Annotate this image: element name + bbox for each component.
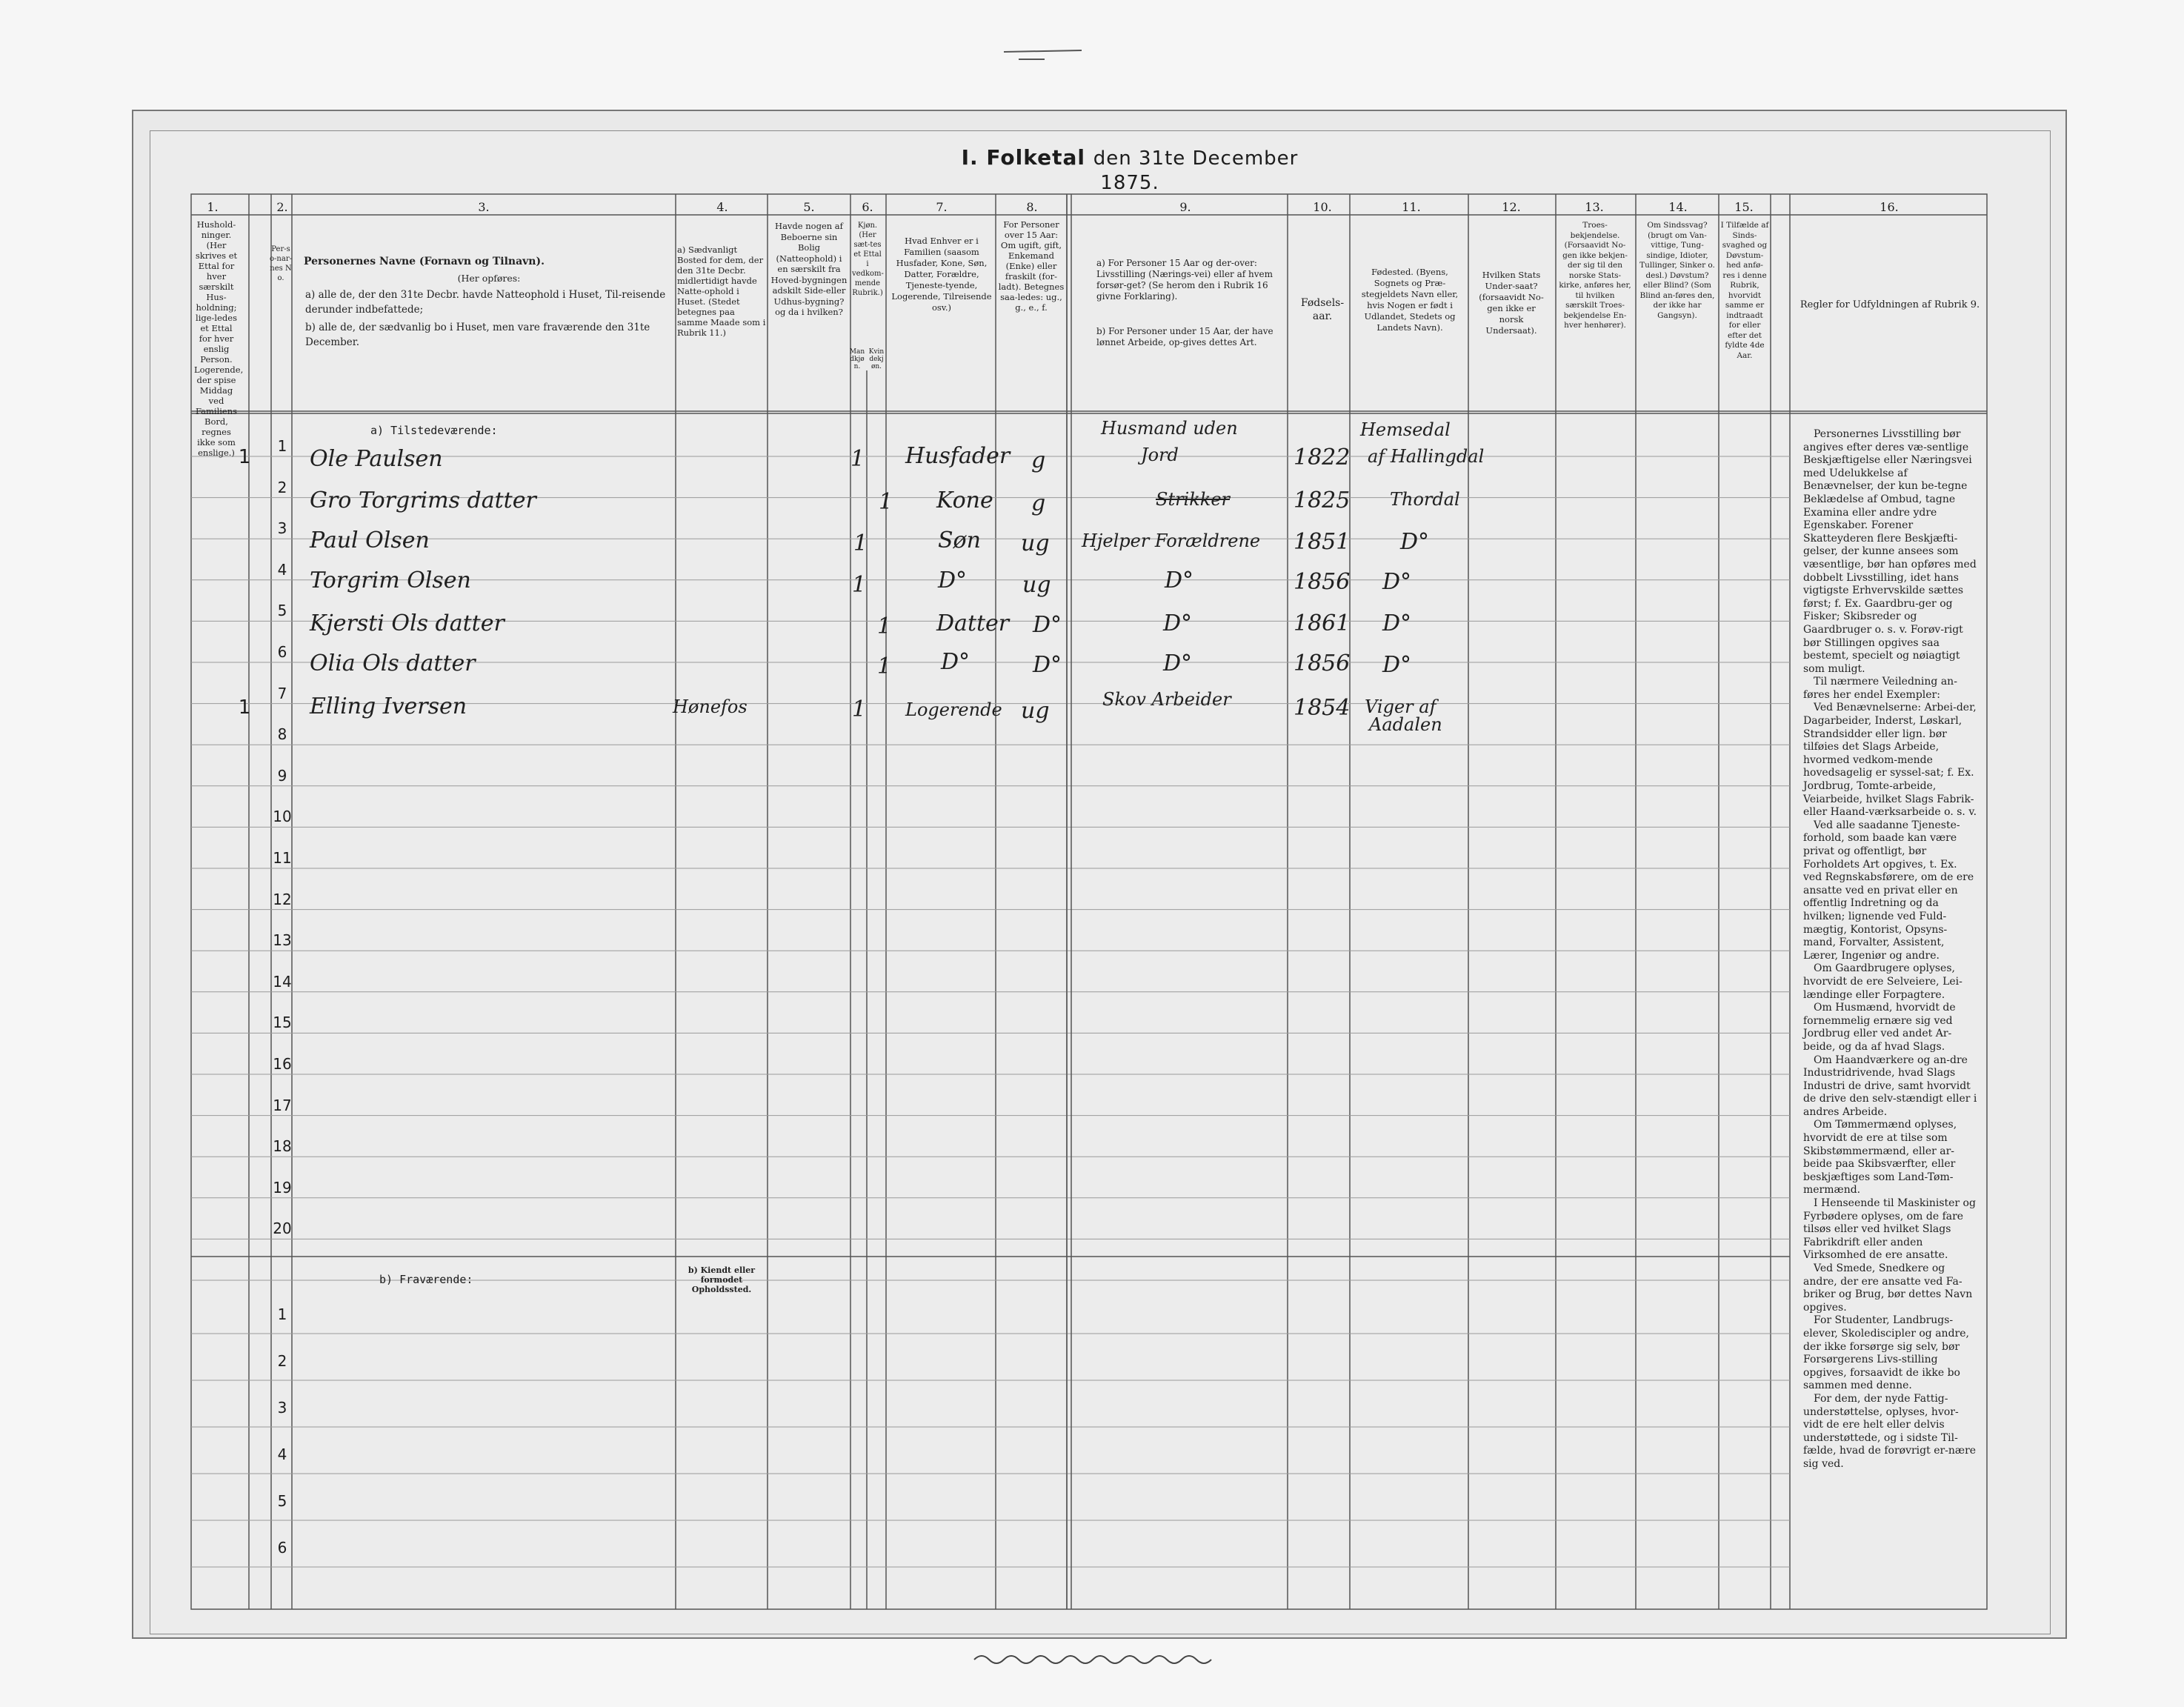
rules-paragraph: For dem, der nyde Fattig-understøttelse, oplyses, hvor-vidt de ere helt eller delvis understøttede, og i sidste Til-fælde, hvad de forøvrigt er-nære sig ved. bbox=[1803, 1392, 1977, 1470]
family-role: Kone bbox=[936, 488, 993, 513]
row-number: 8 bbox=[277, 725, 287, 744]
household-mark: 1 bbox=[238, 446, 251, 468]
sex-mark-female: 1 bbox=[879, 489, 893, 515]
civil-status: g bbox=[1031, 447, 1046, 473]
header-disability: Om Sindssvag? (brugt om Van-vittige, Tung-sindige, Idioter, Tullinger, Sinker o. desl.) Døvstum? eller Blind? (Som Blind an-føres den, der ikke har Gangsyn). bbox=[1639, 221, 1715, 320]
header-names-b: b) alle de, der sædvanlig bo i Huset, men vare fraværende den 31te December. bbox=[305, 322, 650, 348]
section-absent-col4: b) Kiendt eller formodet Opholdssted. bbox=[688, 1265, 756, 1294]
occupation: D° bbox=[1163, 610, 1193, 636]
col-number-16: 16. bbox=[1880, 200, 1899, 214]
header-sex: Kjøn. (Her sæt-tes et Ettal i vedkom-mende Rubrik.) bbox=[852, 222, 884, 297]
family-role: D° bbox=[938, 568, 968, 593]
header-names-a: a) alle de, der den 31te Decbr. havde Natteophold i Huset, Til-reisende derunder indbefattede; bbox=[305, 289, 666, 316]
col-number-13: 13. bbox=[1585, 200, 1604, 214]
civil-status: g bbox=[1031, 490, 1046, 516]
col-number-8: 8. bbox=[1026, 200, 1038, 214]
civil-status: ug bbox=[1022, 572, 1051, 598]
row-number: 4 bbox=[277, 560, 287, 579]
person-name: Paul Olsen bbox=[310, 528, 430, 553]
col-number-6: 6. bbox=[862, 200, 873, 214]
family-role: Søn bbox=[938, 528, 981, 553]
row-number: 4 bbox=[277, 1445, 287, 1463]
birthplace: Aadalen bbox=[1369, 714, 1442, 735]
birth-year: 1854 bbox=[1294, 695, 1351, 721]
rubrik-9-rules bbox=[1803, 428, 1978, 1471]
rules-paragraph: Om Husmænd, hvorvidt de fornemmelig ernære sig ved Jordbrug eller ved andet Ar-beide, og da af hvad Slags. bbox=[1803, 1002, 1956, 1053]
col-number-10: 10. bbox=[1313, 200, 1332, 214]
birthplace: Hemsedal bbox=[1360, 419, 1451, 440]
row-number: 14 bbox=[273, 972, 292, 991]
header-religion: Troes-bekjendelse. (Forsaavidt No-gen ikke bekjen-der sig til den norske Stats-kirke, anføres her, til hvilken særskilt Troes-bekjendelse En-hver henhører). bbox=[1559, 221, 1631, 330]
family-role: D° bbox=[941, 649, 971, 675]
rules-paragraph: Ved Benævnelserne: Arbei-der, Dagarbeider, Inderst, Løskarl, Strandsidder eller lign. bør tilføies det Slags Arbeide, hvormed vedkom-mende hovedsagelig er syssel-sat; f. Ex. Jordbrug, Tomte-arbeide, Veiarbeide, hvilket Slags Fabrik- eller Haand-værksarbeide o. s. v. bbox=[1803, 702, 1977, 819]
row-number: 1 bbox=[277, 1305, 287, 1323]
header-occupation-a: a) For Personer 15 Aar og der-over: Livsstilling (Nærings-vei) eller af hvem forsør-get? (Se herom den i Rubrik 16 givne Forklaring). bbox=[1096, 258, 1274, 302]
header-civil-status: For Personer over 15 Aar: Om ugift, gift, Enkemand (Enke) eller fraskilt (for-ladt). Betegnes saa-ledes: ug., g., e., f. bbox=[998, 219, 1065, 313]
row-number: 17 bbox=[273, 1096, 292, 1114]
header-occupation-b: b) For Personer under 15 Aar, der have lønnet Arbeide, op-gives dettes Art. bbox=[1096, 326, 1274, 347]
birth-year: 1856 bbox=[1294, 569, 1351, 595]
civil-status: D° bbox=[1033, 652, 1062, 678]
sex-mark-female: 1 bbox=[877, 613, 892, 639]
birth-year: 1822 bbox=[1294, 445, 1351, 470]
sex-mark-male: 1 bbox=[852, 696, 867, 722]
header-names-title: Personernes Navne (Fornavn og Tilnavn). bbox=[304, 256, 545, 267]
person-name: Gro Torgrims datter bbox=[310, 488, 536, 513]
birth-year: 1861 bbox=[1294, 610, 1351, 636]
header-onset: I Tilfælde af Sinds-svaghed og Døvstum-hed anfø-res i denne Rubrik, hvorvidt samme er indtraadt for eller efter det fyldte 4de Aar. bbox=[1720, 221, 1769, 360]
row-number: 18 bbox=[273, 1137, 292, 1156]
occupation: Skov Arbeider bbox=[1102, 689, 1231, 710]
birth-year: 1825 bbox=[1294, 488, 1351, 513]
row-number: 11 bbox=[273, 849, 292, 867]
col-number-14: 14. bbox=[1668, 200, 1688, 214]
rules-paragraph: Personernes Livsstilling bør angives efter deres væ-sentlige Beskjæftigelse eller Næringsvei med Udelukkelse af Benævnelser, der kun be-tegne Beklædelse af Ombud, tagne Examina eller andre ydre Egenskaber. Forener Skatteyderen flere Beskjæfti-gelser, der kunne ansees som væsentlige, bør han opføres med dobbelt Livsstilling, idet hans vigtigste Erhvervskilde sættes først; f. Ex. Gaardbru-ger og Fisker; Skibsreder og Gaardbruger o. s. v. Forøv-rigt bør Stillingen opgives saa bestemt, specielt og nøiagtigt som muligt. bbox=[1803, 428, 1977, 675]
occupation: Hjelper Forældrene bbox=[1082, 530, 1261, 551]
birth-year: 1851 bbox=[1294, 529, 1351, 555]
header-names-sub: (Her opføres: bbox=[457, 273, 521, 284]
row-number: 7 bbox=[277, 684, 287, 702]
col-number-11: 11. bbox=[1402, 200, 1421, 214]
birthplace: D° bbox=[1382, 652, 1412, 678]
col-number-2: 2. bbox=[276, 200, 288, 214]
person-name: Elling Iversen bbox=[310, 693, 467, 719]
rules-paragraph: Om Haandværkere og an-dre Industridrivende, hvad Slags Industri de drive, samt hvorvidt de drive den selv-stændigt eller i andres Arbeide. bbox=[1803, 1054, 1977, 1118]
row-number: 2 bbox=[277, 1352, 287, 1370]
row-number: 20 bbox=[273, 1219, 292, 1238]
family-role: Datter bbox=[936, 610, 1010, 636]
occupation: D° bbox=[1163, 650, 1193, 676]
row-number: 6 bbox=[277, 643, 287, 661]
section-absent-label: b) Fraværende: bbox=[379, 1273, 473, 1286]
person-name: Kjersti Ols datter bbox=[310, 610, 505, 636]
row-number: 1 bbox=[277, 437, 287, 455]
header-outbuilding: Havde nogen af Beboerne sin Bolig (Natteophold) i en særskilt fra Hoved-bygningen adskilt Side-eller Udhus-bygning? og da i hvilken? bbox=[770, 221, 848, 317]
header-person-no: Per-so-nar-nes No. bbox=[270, 245, 292, 282]
row-number: 5 bbox=[277, 602, 287, 620]
header-birthplace: Fødested. (Byens, Sognets og Præ-stegjeldets Navn eller, hvis Nogen er født i Udlandet, Stedets og Landets Navn). bbox=[1361, 267, 1459, 333]
rules-paragraph: Ved alle saadanne Tjeneste-forhold, som baade kan være privat og offentligt, bør Forholdets Art opgives, t. Ex. ved Regnskabsførere, om de ere ansatte ved en privat eller en offentlig Indretning og da hvilken; lignende ved Fuld-mægtig, Kontorist, Opsyns-mand, Forvalter, Assistent, Lærer, Ingeniør og andre. bbox=[1803, 819, 1974, 962]
person-name: Olia Ols datter bbox=[310, 650, 476, 676]
col-number-7: 7. bbox=[936, 200, 948, 214]
sex-mark-male: 1 bbox=[852, 572, 867, 598]
rules-paragraph: Om Tømmermænd oplyses, hvorvidt de ere at tilse som Skibstømmermænd, eller ar-beide paa Skibsværfter, eller beskjæftiges som Land-Tøm-mermænd. bbox=[1803, 1119, 1957, 1197]
rules-paragraph: For Studenter, Landbrugs-elever, Skolediscipler og andre, der ikke forsørge sig selv, bør Forsørgerens Livs-stilling opgives, forsaavidt de ikke bo sammen med denne. bbox=[1803, 1314, 1969, 1392]
row-number: 10 bbox=[273, 808, 292, 826]
birthplace: D° bbox=[1400, 529, 1430, 555]
col-number-9: 9. bbox=[1179, 200, 1191, 214]
birthplace: Thordal bbox=[1390, 489, 1460, 510]
header-rules: Regler for Udfyldningen af Rubrik 9. bbox=[1800, 299, 1980, 310]
col-number-5: 5. bbox=[803, 200, 815, 214]
birthplace: D° bbox=[1382, 610, 1412, 636]
occupation: Husmand uden bbox=[1101, 418, 1238, 439]
row-number: 15 bbox=[273, 1014, 292, 1032]
rules-paragraph: I Henseende til Maskinister og Fyrbødere oplyses, om de fare tilsøs eller ved hvilket Slags Fabrikdrift eller anden Virksomhed de ere ansatte. bbox=[1803, 1197, 1976, 1262]
civil-status: ug bbox=[1021, 530, 1050, 556]
sex-mark-male: 1 bbox=[850, 446, 865, 472]
row-number: 5 bbox=[277, 1492, 287, 1510]
family-role: Logerende bbox=[905, 699, 1002, 720]
header-sex-male: Mandkjøn. bbox=[849, 348, 865, 370]
family-role: Husfader bbox=[905, 443, 1011, 469]
occupation: Strikker bbox=[1156, 489, 1230, 510]
section-present-label: a) Tilstedeværende: bbox=[370, 424, 498, 437]
birthplace: Viger af bbox=[1365, 696, 1436, 717]
row-number: 9 bbox=[277, 766, 287, 785]
birth-year: 1856 bbox=[1294, 650, 1351, 676]
header-citizenship: Hvilken Stats Under-saat? (forsaavidt No-gen ikke er norsk Undersaat). bbox=[1479, 270, 1544, 336]
col-number-15: 15. bbox=[1734, 200, 1754, 214]
household-mark: 1 bbox=[238, 696, 251, 719]
row-number: 6 bbox=[277, 1539, 287, 1557]
header-households: Hushold-ninger. (Her skrives et Ettal for hver særskilt Hus-holdning; lige-ledes et Ettal for hver enslig Person. Logerende, der spise Middag ved Familiens Bord, regnes ikke som enslige.) bbox=[194, 219, 244, 458]
header-usual-residence: a) Sædvanligt Bosted for dem, der den 31te Decbr. midlertidigt havde Natte-ophold i Huset. (Stedet betegnes paa samme Maade som i Rubrik 11.) bbox=[677, 244, 766, 338]
rules-paragraph: Ved Smede, Snedkere og andre, der ere ansatte ved Fa-briker og Brug, bør dettes Navn opgives. bbox=[1803, 1262, 1973, 1314]
sex-mark-male: 1 bbox=[853, 530, 868, 556]
person-name: Torgrim Olsen bbox=[310, 568, 471, 593]
row-number: 3 bbox=[277, 519, 287, 538]
col-number-4: 4. bbox=[716, 200, 728, 214]
birthplace: D° bbox=[1382, 569, 1412, 595]
row-number: 13 bbox=[273, 931, 292, 950]
form-title-date: den 31te December 1875. bbox=[1093, 147, 1299, 194]
col-number-3: 3. bbox=[478, 200, 490, 214]
row-number: 16 bbox=[273, 1055, 292, 1073]
header-birth-year: Fødsels-aar. bbox=[1300, 297, 1345, 322]
civil-status: D° bbox=[1033, 612, 1062, 638]
occupation: D° bbox=[1165, 568, 1194, 593]
rules-paragraph: Om Gaardbrugere oplyses, hvorvidt de ere Selveiere, Lei-lændinge eller Forpagtere. bbox=[1803, 962, 1962, 1001]
row-number: 19 bbox=[273, 1178, 292, 1197]
form-title-main: I. Folketal bbox=[961, 145, 1085, 170]
header-sex-female: Kvindekjøn. bbox=[868, 348, 885, 370]
row-number: 2 bbox=[277, 478, 287, 496]
col-number-1: 1. bbox=[207, 200, 219, 214]
birthplace: af Hallingdal bbox=[1368, 446, 1485, 467]
person-name: Ole Paulsen bbox=[310, 446, 443, 472]
occupation: Jord bbox=[1141, 445, 1179, 465]
civil-status: ug bbox=[1021, 698, 1050, 724]
row-number: 3 bbox=[277, 1399, 287, 1417]
header-family-role: Hvad Enhver er i Familien (saasom Husfader, Kone, Søn, Datter, Forældre, Tjeneste-tyende, Logerende, Tilreisende osv.) bbox=[891, 236, 992, 313]
rules-paragraph: Til nærmere Veiledning an-føres her endel Exempler: bbox=[1803, 676, 1957, 701]
sex-mark-female: 1 bbox=[877, 653, 892, 679]
usual-residence: Hønefos bbox=[673, 696, 748, 717]
col-number-12: 12. bbox=[1502, 200, 1521, 214]
row-number: 12 bbox=[273, 890, 292, 908]
